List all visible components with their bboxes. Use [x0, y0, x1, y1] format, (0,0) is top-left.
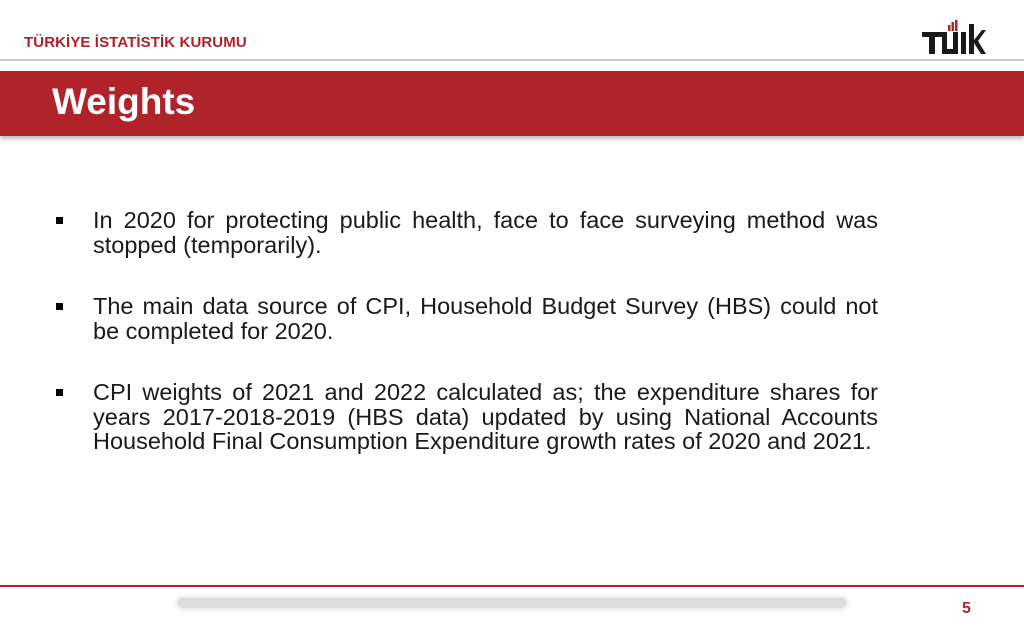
- bullet-text: CPI weights of 2021 and 2022 calculated as; the expenditure shares for years 2017-2018-2019 (HBS data) updated by using National Accounts Household Final Consumption Expenditure growth rates of 2020 and 2021.: [93, 379, 878, 454]
- square-bullet-icon: [56, 389, 63, 396]
- bullet-text: The main data source of CPI, Household Budget Survey (HBS) could not be completed for 2020.: [93, 293, 878, 344]
- square-bullet-icon: [56, 217, 63, 224]
- page-number: 5: [962, 600, 971, 617]
- header-divider: [0, 59, 1024, 61]
- bullet-text: In 2020 for protecting public health, face to face surveying method was stopped (temporarily).: [93, 207, 878, 258]
- title-banner: [0, 71, 1024, 136]
- bullet-list: [56, 208, 878, 491]
- square-bullet-icon: [56, 303, 63, 310]
- tuik-logo-icon: [920, 20, 986, 56]
- slide-title: Weights: [52, 81, 196, 122]
- footer-decoration: [178, 598, 846, 608]
- bullet-item: [56, 294, 878, 343]
- footer-divider: [0, 585, 1024, 587]
- bullet-item: [56, 380, 878, 454]
- organization-name: TÜRKİYE İSTATİSTİK KURUMU: [24, 34, 247, 51]
- bullet-item: [56, 208, 878, 257]
